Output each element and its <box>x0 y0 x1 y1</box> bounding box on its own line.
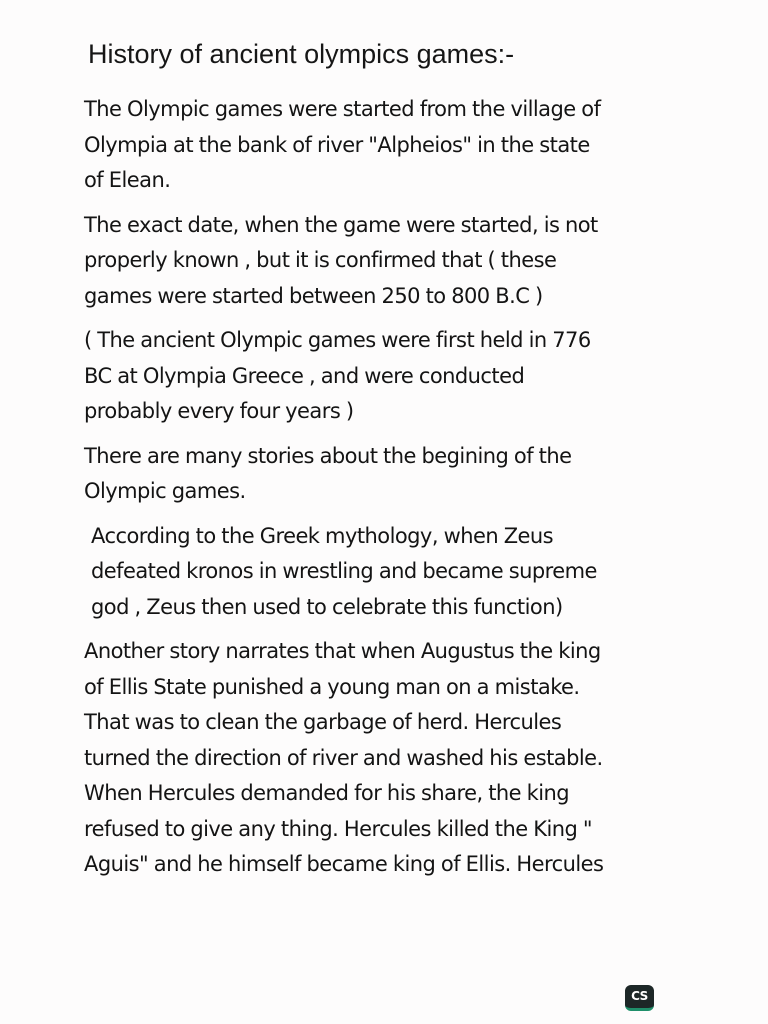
text-line: god , Zeus then used to celebrate this function) <box>91 594 563 619</box>
document-body <box>84 92 724 892</box>
paragraph-first-held <box>84 323 724 430</box>
text-line: ( The ancient Olympic games were first held in 776 <box>84 328 591 352</box>
text-line: turned the direction of river and washed his estable. <box>84 745 603 770</box>
text-line: games were started between 250 to 800 B.C ) <box>84 283 543 308</box>
text-line: defeated kronos in wrestling and became supreme <box>91 559 597 583</box>
paragraph-hercules-story <box>84 634 724 883</box>
camscanner-logo-icon: CS <box>625 985 654 1011</box>
paragraph-olympia-origin <box>84 92 724 199</box>
paragraph-many-stories <box>84 439 724 510</box>
text-line: Aguis" and he himself became king of Ellis. Hercules <box>84 852 604 876</box>
text-line: Olympia at the bank of river "Alpheios" in the state <box>84 132 590 157</box>
text-line: refused to give any thing. Hercules killed the King " <box>84 816 593 841</box>
text-line: That was to clean the garbage of herd. Hercules <box>84 710 562 734</box>
text-line: The Olympic games were started from the village of <box>84 97 601 121</box>
paragraph-greek-mythology <box>84 519 724 626</box>
text-line: BC at Olympia Greece , and were conducted <box>84 363 525 388</box>
text-line: There are many stories about the begining of the <box>84 443 572 468</box>
text-line: The exact date, when the game were started, is not <box>84 212 598 237</box>
text-line: According to the Greek mythology, when Zeus <box>91 523 554 548</box>
text-line: properly known , but it is confirmed that ( these <box>84 248 557 272</box>
text-line: Another story narrates that when Augustus the king <box>84 639 601 663</box>
text-line: of Elean. <box>84 168 171 192</box>
text-line: probably every four years ) <box>84 399 354 423</box>
text-line: When Hercules demanded for his share, the king <box>84 781 570 805</box>
paragraph-exact-date <box>84 208 724 315</box>
text-line: of Ellis State punished a young man on a mistake. <box>84 674 580 699</box>
text-line: Olympic games. <box>84 479 246 503</box>
page-title: History of ancient olympics games:- <box>88 39 515 69</box>
